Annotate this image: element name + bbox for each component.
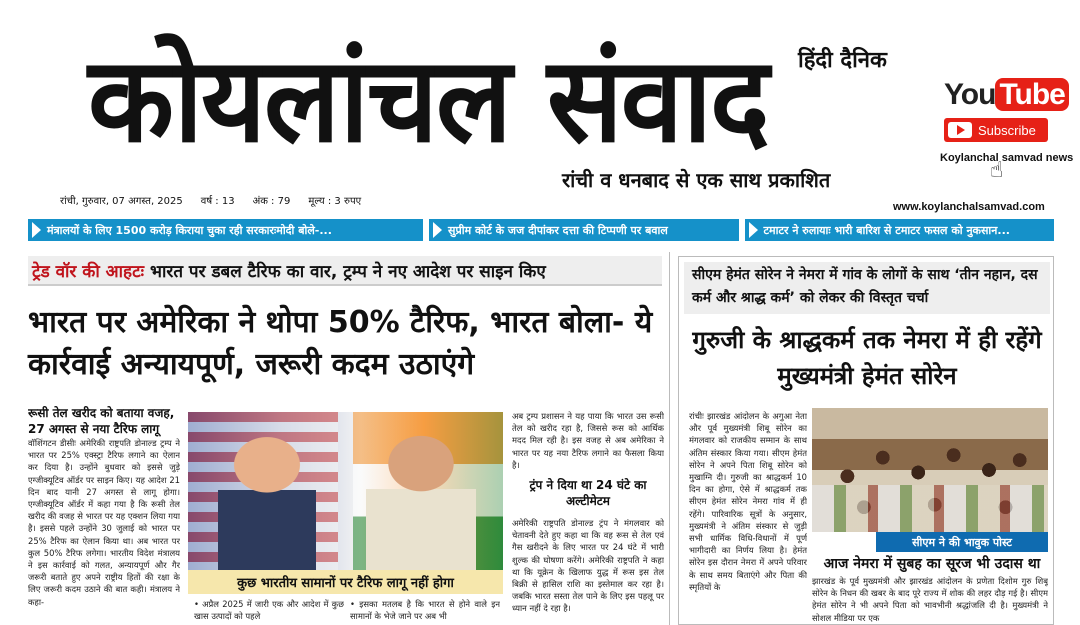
masthead-tagline: रांची व धनबाद से एक साथ प्रकाशित [562,168,831,192]
column-subhead: ट्रंप ने दिया था 24 घंटे का अल्टीमेटम [529,478,647,509]
youtube-channel-name: Koylanchal samvad news [940,152,1074,164]
lead-strap [28,256,662,286]
year-label: वर्ष : 13 [200,196,235,207]
right-subhead: आज नेमरा में सुबह का सूरज भी उदास था [823,556,1041,572]
column-text: अमेरिकी राष्ट्रपति डोनाल्ड ट्रंप ने मंगलवार को चेतावनी देते हुए कहा था कि वह रूस से तेल एवं गैस खरीदने के लिए भारत पर 24 घंटे में भारी शुल्क की घोषणा करेंगे। अमेरिकी राष्ट्रपति ने कहा था कि यूक्रेन के खिलाफ युद्ध में रूस इस तेल बिक्री से हासिल राशि का इस्तेमाल कर रहा है। जबकि भारत सस्ता तेल पाने के लिए इस पहलू पर ध्यान नहीं दे रहा है। [512,518,664,614]
lead-column-3 [512,410,664,625]
right-column-text: रांचीः झारखंड आंदोलन के अगुआ नेता और पूर्व मुख्यमंत्री शिबू सोरेन का मंगलवार को राजकीय सम्मान के साथ अंतिम संस्कार किया गया। सीएम हेमंत सोरेन ने अपने पिता शिबू सोरेन को मुखाग्नि दी। गुरुजी का श्राद्धकर्म 10 दिन का होगा, ऐसे में श्राद्धकर्म तक सीएम हेमंत सोरेन नेमरा गांव में ही रहेंगे। पारिवारिक सूत्रों के अनुसार, मुख्यमंत्री ने अंतिम संस्कार से जुड़ी सभी धार्मिक विधि-विधानों में पूर्ण भागीदारी का निर्णय लिया है। हेमंत सोरेन इस दौरान नेमरा में अपने परिवार के साथ समय बिताएंगे और पिता की स्मृतियों के [689,411,807,592]
arrow-right-icon [749,222,758,238]
right-bottom-text: झारखंड के पूर्व मुख्यमंत्री और झारखंड आंदोलन के प्रणेता दिशोम गुरु शिबू सोरेन के निधन की खबर के बाद पूरे राज्य में शोक की लहर दौड़ गई है। सीएम हेमंत सोरेन ने भी अपने पिता को भावभीनी श्रद्धांजलि दी है। मुख्यमंत्री ने सोशल मीडिया पर एक [812,576,1048,623]
ticker-item[interactable]: सुप्रीम कोर्ट के जज दीपांकर दत्ता की टिप्पणी पर बवाल [429,219,738,241]
dateline [60,193,361,207]
masthead [0,0,1080,213]
arrow-right-icon [32,222,41,238]
price-label: मूल्य : 3 रुपए [308,196,362,207]
play-icon [948,122,972,138]
youtube-badge[interactable] [944,78,1065,142]
hand-cursor-icon: ☝ [990,158,1004,183]
person-figure [366,430,476,570]
right-photo-caption: सीएम ने की भावुक पोस्ट [876,532,1048,552]
crowd-clothing-graphic [812,485,1048,532]
news-ticker [28,219,1054,241]
column-divider [669,252,670,625]
newspaper-title: कोयलांचल संवाद [88,32,768,170]
lead-kicker: ट्रेड वॉर की आहटः [32,261,145,282]
arrow-right-icon [433,222,442,238]
hindi-daily-label: हिंदी दैनिक [798,48,887,73]
place-date: रांची, गुरुवार, 07 अगस्त, 2025 [60,196,183,207]
caption-bullet-text: • इसका मतलब है कि भारत से होने वाले इन सामानों के भेजे जाने पर अब भी [350,599,500,622]
website-url[interactable]: www.koylanchalsamvad.com [893,201,1045,213]
lead-headline[interactable]: भारत पर अमेरिका ने थोपा 50% टैरिफ, भारत बोला- ये कार्रवाई अन्यायपूर्ण, जरूरी कदम उठाएंगे [28,305,653,382]
subscribe-button[interactable] [944,118,1048,142]
lead-column-1 [28,405,180,625]
ticker-item[interactable]: टमाटर ने रुलायाः भारी बारिश से टमाटर फसल को नुकसान... [745,219,1054,241]
photo-caption: कुछ भारतीय सामानों पर टैरिफ लागू नहीं होगा [188,570,503,594]
ticker-item[interactable]: मंत्रालयों के लिए 1500 करोड़ किराया चुका रही सरकारःमोदी बोले-... [28,219,423,241]
caption-bullet-text: • अप्रैल 2025 में जारी एक और आदेश में कुछ खास उत्पादों को पहले [194,599,344,622]
person-figure [218,434,316,570]
right-strap: सीएम हेमंत सोरेन ने नेमरा में गांव के लोगों के साथ ‘तीन नहान, दस कर्म और श्राद्ध कर्म’ को लेकर की विस्तृत चर्चा [684,262,1050,314]
issue-label: अंक : 79 [252,196,291,207]
column-subhead: रूसी तेल खरीद को बताया वजह, 27 अगस्त से नया टैरिफ लागू [28,406,175,436]
column-text: वॉशिंगटन डीसीः अमेरिकी राष्ट्रपति डोनाल्ड ट्रम्प ने भारत पर 25% एक्स्ट्रा टैरिफ लगाने का ऐलान कर दिया है। उन्होंने बुधवार को इससे जुड़े एग्जीक्यूटिव ऑर्डर पर साइन किए। यह आदेश 21 दिन बाद यानी 27 अगस्त से लागू होगा। एग्जीक्यूटिव ऑर्डर में कहा गया है कि रूसी तेल खरीद की वजह से भारत पर यह एक्शन लिया गया है। इससे पहले उन्होंने 30 जुलाई को भारत पर 25% टैरिफ का ऐलान किया था। अब भारत पर कुल 50% टैरिफ लगेगा। भारतीय विदेश मंत्रालय ने इस कार्रवाई को गलत, अन्यायपूर्ण और गैर जरूरी बताते हुए अपने राष्ट्रीय हितों की रक्षा के लिए जरूरी कदम उठाने की बात कही। मंत्रालय ने कहा- [28,438,180,607]
village-gathering-photo [812,408,1048,532]
column-text: अब ट्रम्प प्रशासन ने यह पाया कि भारत उस रूसी तेल को खरीद रहा है, जिससे रूस को आर्थिक मदद मिल रही है। इस वजह से अब अमेरिका ने भारत पर यह नया टैरिफ लगाने का फैसला किया है। [512,411,664,470]
youtube-logo: You Tube [944,78,1056,112]
trump-modi-photo [188,412,503,570]
lead-strap-text: भारत पर डबल टैरिफ का वार, ट्रम्प ने नए आदेश पर साइन किए [150,261,546,282]
right-headline[interactable]: गुरुजी के श्राद्धकर्म तक नेमरा में ही रहेंगे मुख्यमंत्री हेमंत सोरेन [692,326,1042,390]
subscribe-label: Subscribe [978,122,1036,138]
